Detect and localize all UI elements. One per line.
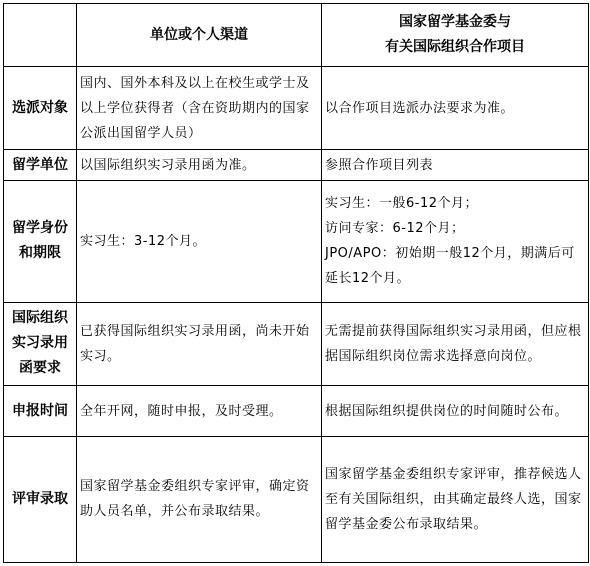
cell-org-study-unit: 参照合作项目列表 bbox=[322, 150, 589, 180]
row-label-status-duration bbox=[4, 180, 77, 302]
row-label-application-time: 申报时间 bbox=[4, 386, 77, 437]
cell-org-status-duration bbox=[322, 180, 589, 302]
table-row bbox=[4, 180, 589, 302]
row-label-study-unit: 留学单位 bbox=[4, 150, 77, 180]
org-status-visiting-expert: 访问专家：6-12个月； bbox=[325, 221, 465, 237]
header-org-project bbox=[322, 4, 589, 67]
header-org-line-2: 有关国际组织合作项目 bbox=[385, 39, 525, 55]
row-label-selection-target: 选派对象 bbox=[4, 67, 77, 150]
row-label-review-admission: 评审录取 bbox=[4, 436, 77, 562]
table-row bbox=[4, 436, 589, 562]
cell-individual-selection-target: 国内、国外本科及以上在校生或学士及以上学位获得者（含在资助期内的国家公派出国留学人员） bbox=[77, 67, 322, 150]
org-status-intern: 实习生：一般6-12个月； bbox=[325, 196, 479, 212]
cell-org-selection-target: 以合作项目选派办法要求为准。 bbox=[322, 67, 589, 150]
cell-org-application-time: 根据国际组织提供岗位的时间随时公布。 bbox=[322, 386, 589, 437]
table-row bbox=[4, 302, 589, 385]
table-row bbox=[4, 150, 589, 180]
row-label-line: 国际组织 bbox=[12, 310, 68, 327]
cell-org-review-admission: 国家留学基金委组织专家评审，推荐候选人至有关国际组织，由其确定最终人选，国家留学基金委公布录取结果。 bbox=[322, 436, 589, 562]
header-individual-channel: 单位或个人渠道 bbox=[77, 4, 322, 67]
header-org-line-1: 国家留学基金委与 bbox=[399, 14, 511, 30]
row-label-offer-letter bbox=[4, 302, 77, 385]
row-label-line: 和期限 bbox=[19, 245, 61, 262]
cell-org-offer-letter: 无需提前获得国际组织实习录用函，但应根据国际组织岗位需求选择意向岗位。 bbox=[322, 302, 589, 385]
cell-individual-status-duration: 实习生：3-12个月。 bbox=[77, 180, 322, 302]
row-label-line: 留学身份 bbox=[12, 220, 68, 237]
cell-individual-application-time: 全年开网，随时申报，及时受理。 bbox=[77, 386, 322, 437]
table-row bbox=[4, 386, 589, 437]
org-status-jpo-apo: JPO/APO：初始期一般12个月，期满后可延长12个月。 bbox=[325, 246, 575, 287]
cell-individual-offer-letter: 已获得国际组织实习录用函，尚未开始实习。 bbox=[77, 302, 322, 385]
cell-individual-review-admission: 国家留学基金委组织专家评审，确定资助人员名单，并公布录取结果。 bbox=[77, 436, 322, 562]
comparison-table bbox=[3, 3, 589, 563]
table-row bbox=[4, 67, 589, 150]
row-label-line: 实习录用 bbox=[12, 335, 68, 352]
table-header-row bbox=[4, 4, 589, 67]
header-blank-cell bbox=[4, 4, 77, 67]
row-label-line: 函要求 bbox=[19, 360, 61, 377]
cell-individual-study-unit: 以国际组织实习录用函为准。 bbox=[77, 150, 322, 180]
